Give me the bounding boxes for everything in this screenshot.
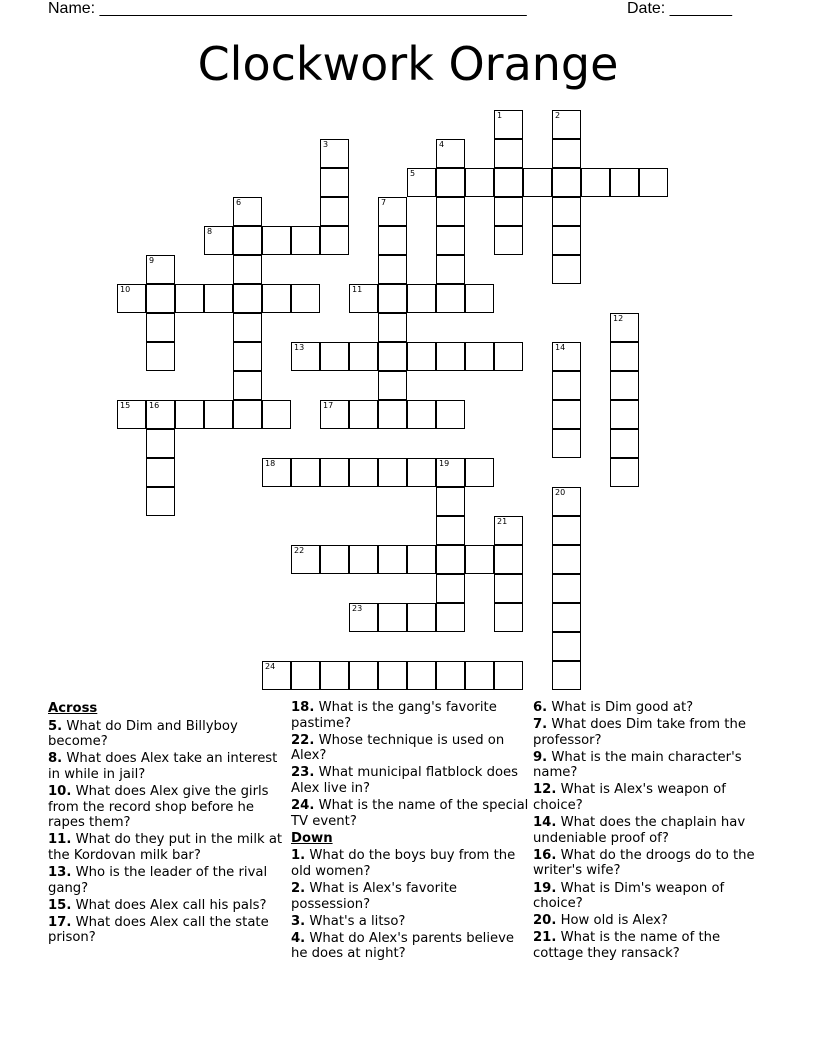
clue-item [291,733,531,764]
grid-cell[interactable] [552,516,581,545]
clue-item [533,717,773,748]
clue-number: 11 [352,285,363,294]
grid-cell[interactable] [378,661,407,690]
clue-item-number: 18. [291,700,315,715]
clue-number: 16 [149,401,160,410]
grid-cell[interactable] [320,342,349,371]
clue-item-text: What is Alex's weapon of choice? [533,782,726,814]
grid-cell[interactable] [320,545,349,574]
grid-cell[interactable] [233,284,262,313]
grid-cell[interactable] [552,632,581,661]
clue-item-text: Who is the leader of the rival gang? [48,864,268,896]
clues-column-2 [291,700,531,964]
grid-cell[interactable] [436,603,465,632]
clue-item-number: 7. [533,717,548,733]
grid-cell[interactable] [175,284,204,313]
clue-item-text: What is Dim good at? [547,700,694,715]
grid-cell[interactable] [494,574,523,603]
grid-cell[interactable] [552,139,581,168]
grid-cell[interactable] [465,545,494,574]
clue-item-number: 24. [291,798,315,814]
grid-cell[interactable] [146,429,175,458]
grid-cell[interactable] [436,400,465,429]
grid-cell[interactable] [552,487,581,516]
grid-cell[interactable] [146,487,175,516]
clue-number: 10 [120,285,131,294]
grid-cell[interactable] [291,545,320,574]
grid-cell[interactable] [436,661,465,690]
clue-item-number: 12. [533,782,557,798]
grid-cell[interactable] [349,284,378,313]
clue-item-number: 20. [533,913,557,929]
grid-cell[interactable] [233,342,262,371]
grid-cell[interactable] [552,400,581,429]
clue-number: 14 [555,343,566,352]
clue-item [48,719,288,750]
puzzle-title: Clockwork Orange [197,37,619,91]
grid-cell[interactable] [436,168,465,197]
grid-cell[interactable] [233,197,262,226]
grid-cell[interactable] [233,371,262,400]
grid-cell[interactable] [262,458,291,487]
clue-item-text: What is Alex's favorite possession? [291,881,457,912]
clue-item-text: Whose technique is used on Alex? [291,732,505,764]
clue-number: 21 [497,517,508,526]
clue-item-number: 13. [48,864,72,880]
grid-cell[interactable] [494,168,523,197]
clue-item-number: 10. [48,783,72,799]
grid-cell[interactable] [552,661,581,690]
clue-number: 17 [323,401,334,410]
grid-cell[interactable] [552,603,581,632]
grid-cell[interactable] [204,284,233,313]
grid-cell[interactable] [436,458,465,487]
grid-cell[interactable] [407,400,436,429]
grid-cell[interactable] [465,284,494,313]
grid-cell[interactable] [378,255,407,284]
down-clue-list-continued [533,700,773,962]
clue-item-text: What does Alex take an interest in while in jail? [48,751,278,782]
grid-cell[interactable] [233,226,262,255]
grid-cell[interactable] [146,400,175,429]
grid-cell[interactable] [349,400,378,429]
grid-cell[interactable] [436,197,465,226]
grid-cell[interactable] [552,110,581,139]
grid-cell[interactable] [494,139,523,168]
grid-cell[interactable] [378,342,407,371]
grid-cell[interactable] [436,139,465,168]
grid-cell[interactable] [465,458,494,487]
clue-item-text: What is the gang's favorite pastime? [291,700,497,731]
grid-cell[interactable] [233,400,262,429]
grid-cell[interactable] [436,487,465,516]
grid-cell[interactable] [610,168,639,197]
across-clue-list-continued [291,700,531,829]
clue-item-text: What is the name of the special TV event? [291,798,529,829]
clue-number: 7 [381,198,387,207]
clue-item [48,865,288,896]
grid-cell[interactable] [320,400,349,429]
grid-cell[interactable] [291,458,320,487]
grid-cell[interactable] [262,226,291,255]
clue-item-text: What is the name of the cottage they ransack? [533,930,721,961]
grid-cell[interactable] [552,226,581,255]
grid-cell[interactable] [465,342,494,371]
clue-item [48,832,288,863]
clue-number: 6 [236,198,242,207]
clue-item-text: What does Dim take from the professor? [533,717,746,748]
grid-cell[interactable] [378,458,407,487]
grid-cell[interactable] [552,168,581,197]
clue-item-number: 21. [533,930,557,946]
grid-cell[interactable] [146,458,175,487]
grid-cell[interactable] [494,603,523,632]
clue-item-number: 15. [48,897,72,913]
grid-cell[interactable] [204,226,233,255]
clue-number: 1 [497,111,503,120]
grid-cell[interactable] [436,255,465,284]
clue-item [533,750,773,781]
grid-cell[interactable] [378,545,407,574]
grid-cell[interactable] [378,226,407,255]
clue-item [48,915,288,946]
grid-cell[interactable] [262,661,291,690]
clue-item-number: 6. [533,700,548,715]
clue-item-text: What does the chaplain hav undeniable proof of? [533,815,746,846]
down-heading: Down [291,830,333,846]
grid-cell[interactable] [494,661,523,690]
clue-item-number: 22. [291,732,315,748]
clue-item-number: 11. [48,832,72,848]
grid-cell[interactable] [349,458,378,487]
clue-item-text: What do the droogs do to the writer's wife? [533,847,755,879]
grid-cell[interactable] [407,168,436,197]
grid-cell[interactable] [552,574,581,603]
clue-number: 13 [294,343,305,352]
clue-item [533,913,773,929]
clue-item [533,930,773,961]
across-clue-list [48,719,288,946]
clue-item [533,848,773,879]
grid-cell[interactable] [552,342,581,371]
grid-cell[interactable] [349,603,378,632]
clue-item-number: 8. [48,751,63,767]
clues-column-3 [533,700,773,963]
clue-number: 15 [120,401,131,410]
clue-number: 4 [439,140,445,149]
clue-item-number: 3. [291,913,306,929]
grid-cell[interactable] [407,458,436,487]
clue-item [291,931,531,962]
grid-cell[interactable] [407,661,436,690]
grid-cell[interactable] [320,661,349,690]
clue-item [533,700,773,716]
grid-cell[interactable] [552,197,581,226]
grid-cell[interactable] [233,255,262,284]
clue-number: 3 [323,140,329,149]
grid-cell[interactable] [610,371,639,400]
clue-item-text: What do they put in the milk at the Kordovan milk bar? [48,832,283,863]
clue-item [533,782,773,813]
clue-number: 2 [555,111,561,120]
grid-cell[interactable] [523,168,552,197]
clue-item [291,700,531,731]
grid-cell[interactable] [465,661,494,690]
clue-item [291,765,531,796]
grid-cell[interactable] [291,284,320,313]
clue-item-text: What does Alex call the state prison? [48,914,269,946]
clue-item-text: What do the boys buy from the old women? [291,848,516,879]
grid-cell[interactable] [204,400,233,429]
grid-cell[interactable] [378,603,407,632]
clue-number: 20 [555,488,566,497]
grid-cell[interactable] [494,226,523,255]
clue-item-text: What do Dim and Billyboy become? [48,718,238,750]
clue-number: 23 [352,604,363,613]
grid-cell[interactable] [146,342,175,371]
clue-number: 22 [294,546,305,555]
grid-cell[interactable] [407,342,436,371]
clue-item-number: 19. [533,880,557,896]
grid-cell[interactable] [465,168,494,197]
grid-cell[interactable] [494,197,523,226]
grid-cell[interactable] [349,342,378,371]
clue-item [533,815,773,846]
grid-cell[interactable] [494,516,523,545]
clue-item-number: 14. [533,815,557,831]
grid-cell[interactable] [407,603,436,632]
clue-item [533,881,773,912]
grid-cell[interactable] [436,545,465,574]
clue-number: 19 [439,459,450,468]
grid-cell[interactable] [117,284,146,313]
clue-item [291,848,531,879]
name-field-label: Name: ________________________________________________ [48,0,527,17]
grid-cell[interactable] [117,400,146,429]
clue-item [291,798,531,829]
grid-cell[interactable] [262,284,291,313]
grid-cell[interactable] [494,342,523,371]
grid-cell[interactable] [349,661,378,690]
grid-cell[interactable] [320,139,349,168]
grid-cell[interactable] [494,545,523,574]
clue-item-text: What's a litso? [305,913,406,929]
grid-cell[interactable] [320,197,349,226]
clue-number: 24 [265,662,276,671]
grid-cell[interactable] [552,371,581,400]
clue-item [48,751,288,782]
grid-cell[interactable] [146,255,175,284]
grid-cell[interactable] [378,371,407,400]
clue-item-text: What municipal flatblock does Alex live in? [291,765,519,796]
clue-item [48,784,288,831]
clue-item [291,881,531,912]
grid-cell[interactable] [407,284,436,313]
grid-cell[interactable] [349,545,378,574]
grid-cell[interactable] [610,342,639,371]
clue-item-text: What is the main character's name? [533,749,742,781]
clue-number: 5 [410,169,416,178]
grid-cell[interactable] [262,400,291,429]
grid-cell[interactable] [291,342,320,371]
grid-cell[interactable] [610,313,639,342]
grid-cell[interactable] [233,313,262,342]
grid-cell[interactable] [552,255,581,284]
grid-cell[interactable] [378,197,407,226]
grid-cell[interactable] [146,313,175,342]
down-clue-list [291,848,531,962]
clue-number: 9 [149,256,155,265]
grid-cell[interactable] [175,400,204,429]
clue-item-number: 2. [291,881,306,897]
grid-cell[interactable] [378,284,407,313]
grid-cell[interactable] [639,168,668,197]
clue-item-number: 5. [48,718,63,734]
grid-cell[interactable] [610,400,639,429]
grid-cell[interactable] [552,429,581,458]
clue-item [291,914,531,930]
clues-column-1 [48,700,288,947]
date-field-label: Date: _______ [627,0,732,17]
clue-item-number: 23. [291,765,315,781]
clue-item [48,898,288,914]
grid-cell[interactable] [552,545,581,574]
grid-cell[interactable] [146,284,175,313]
grid-cell[interactable] [436,574,465,603]
grid-cell[interactable] [436,284,465,313]
clue-number: 12 [613,314,624,323]
grid-cell[interactable] [610,429,639,458]
grid-cell[interactable] [378,400,407,429]
clue-item-number: 1. [291,848,306,864]
grid-cell[interactable] [436,516,465,545]
grid-cell[interactable] [436,226,465,255]
clue-item-number: 17. [48,914,72,930]
grid-cell[interactable] [436,342,465,371]
clue-item-text: What do Alex's parents believe he does at night? [291,930,515,962]
grid-cell[interactable] [581,168,610,197]
grid-cell[interactable] [291,226,320,255]
clue-item-text: How old is Alex? [556,913,668,929]
clue-item-number: 16. [533,847,557,863]
across-heading: Across [48,701,98,716]
clue-number: 8 [207,227,213,236]
grid-cell[interactable] [320,168,349,197]
grid-cell[interactable] [494,110,523,139]
grid-cell[interactable] [291,661,320,690]
grid-cell[interactable] [378,313,407,342]
grid-cell[interactable] [320,226,349,255]
grid-cell[interactable] [407,545,436,574]
grid-cell[interactable] [320,458,349,487]
clue-number: 18 [265,459,276,468]
clue-item-text: What does Alex give the girls from the record shop before he rapes them? [48,783,269,831]
clue-item-number: 4. [291,930,306,946]
clue-item-text: What is Dim's weapon of choice? [533,880,725,912]
grid-cell[interactable] [610,458,639,487]
clue-item-number: 9. [533,749,548,765]
clue-item-text: What does Alex call his pals? [71,897,267,913]
